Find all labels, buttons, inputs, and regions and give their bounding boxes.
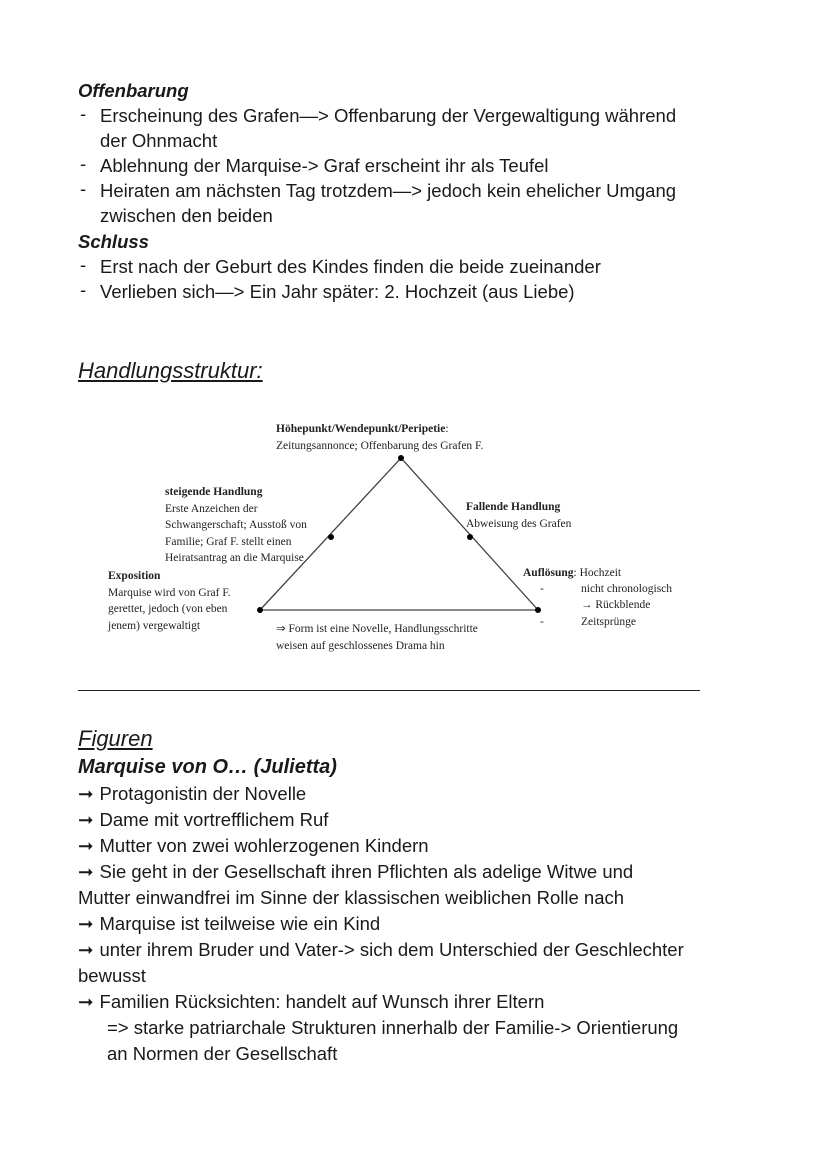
label-exposition: Exposition Marquise wird von Graf F. gerettet, jedoch (von eben jenem) vergewaltigt xyxy=(108,570,231,632)
bullet: - xyxy=(80,254,87,275)
label-fallende-handlung: Fallende Handlung Abweisung des Grafen xyxy=(466,501,572,530)
aufloesung-dash: - xyxy=(540,583,544,595)
label-steigende-handlung: steigende Handlung Erste Anzeichen der Schwangerschaft; Ausstoß von Familie; Graf F. stellt einen Heiratsantrag an die Marquise xyxy=(165,486,307,564)
character-name: Marquise von O… (Julietta) xyxy=(78,756,337,778)
list-item: Ablehnung der Marquise-> Graf erscheint ihr als Teufel xyxy=(100,155,549,176)
list-item: Heiraten am nächsten Tag trotzdem—> jedoch kein ehelicher Umgang xyxy=(100,180,677,201)
point-aufloesung xyxy=(535,607,541,613)
arrow-icon: ➞ xyxy=(78,913,94,934)
arrow-icon: ➞ xyxy=(78,809,94,830)
heading-offenbarung: Offenbarung xyxy=(78,80,189,101)
list-item-text: Familien Rücksichten: handelt auf Wunsch ihrer Eltern xyxy=(99,991,545,1012)
bullet: - xyxy=(80,178,87,199)
point-exposition xyxy=(257,607,263,613)
label-form: ⇒ Form ist eine Novelle, Handlungsschritte weisen auf geschlossenes Drama hin xyxy=(276,623,478,652)
list-item xyxy=(78,781,306,806)
aufloesung-item: nicht chronologisch xyxy=(581,583,673,595)
list-item-text: Dame mit vortrefflichem Ruf xyxy=(99,809,329,830)
point-steigend xyxy=(328,534,334,540)
arrow-icon: ➞ xyxy=(78,783,94,804)
sub-item: => starke patriarchale Strukturen innerhalb der Familie-> Orientierung xyxy=(107,1017,679,1038)
list-item-text: Sie geht in der Gesellschaft ihren Pflichten als adelige Witwe und xyxy=(99,861,634,882)
bullet: - xyxy=(80,279,87,300)
bullet: - xyxy=(80,103,87,124)
bullet: - xyxy=(80,153,87,174)
list-item xyxy=(78,989,544,1014)
list-item xyxy=(78,885,624,910)
list-item-text: Mutter von zwei wohlerzogenen Kindern xyxy=(99,835,429,856)
arrow-icon: ➞ xyxy=(78,939,94,960)
sub-item: an Normen der Gesellschaft xyxy=(107,1043,338,1064)
list-item xyxy=(78,859,633,884)
list-item xyxy=(78,911,380,936)
list-item-text: Mutter einwandfrei im Sinne der klassischen weiblichen Rolle nach xyxy=(78,887,625,908)
divider xyxy=(78,690,700,691)
list-item xyxy=(78,963,146,988)
aufloesung-item: → Rückblende xyxy=(581,599,651,611)
list-item xyxy=(78,807,328,832)
list-item-text: unter ihrem Bruder und Vater-> sich dem Unterschied der Geschlechter xyxy=(99,939,684,960)
heading-handlungsstruktur: Handlungsstruktur: xyxy=(78,358,263,383)
list-item: der Ohnmacht xyxy=(100,130,218,151)
heading-schluss: Schluss xyxy=(78,231,149,252)
list-item: Erscheinung des Grafen—> Offenbarung der Vergewaltigung während xyxy=(100,105,677,126)
list-item-text: Marquise ist teilweise wie ein Kind xyxy=(99,913,381,934)
list-item: Verlieben sich—> Ein Jahr später: 2. Hochzeit (aus Liebe) xyxy=(100,281,575,302)
list-item-text: Protagonistin der Novelle xyxy=(99,783,307,804)
arrow-icon: ➞ xyxy=(78,835,94,856)
label-hoehepunkt: Höhepunkt/Wendepunkt/Peripetie: Zeitungsannonce; Offenbarung des Grafen F. xyxy=(276,423,484,452)
heading-figuren: Figuren xyxy=(78,726,153,751)
list-item xyxy=(78,833,429,858)
aufloesung-item: Zeitsprünge xyxy=(581,616,636,628)
point-hoehepunkt xyxy=(398,455,404,461)
list-item: Erst nach der Geburt des Kindes finden die beide zueinander xyxy=(100,256,601,277)
label-aufloesung: Auflösung: Hochzeit xyxy=(523,567,622,579)
list-item xyxy=(78,937,684,962)
aufloesung-dash: - xyxy=(540,616,544,628)
arrow-icon: ➞ xyxy=(78,861,94,882)
arrow-icon: ➞ xyxy=(78,991,94,1012)
list-item-text: bewusst xyxy=(78,965,146,986)
list-item: zwischen den beiden xyxy=(100,205,273,226)
point-fallend xyxy=(467,534,473,540)
